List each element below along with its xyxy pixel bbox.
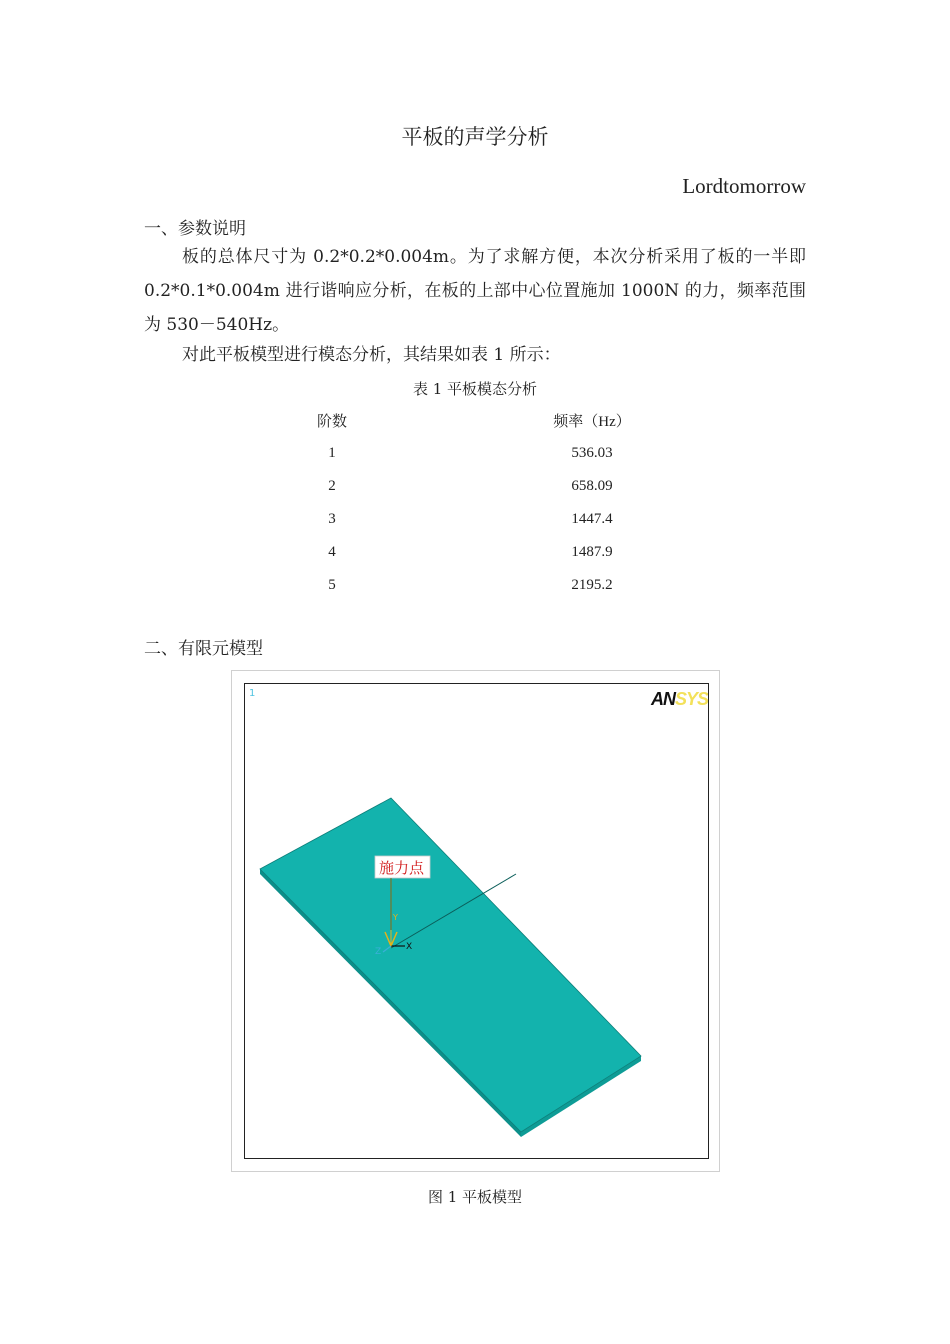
ansys-graphics-window <box>244 683 709 1159</box>
window-number: 1 <box>249 688 256 699</box>
section-heading-parameters: 一、参数说明 <box>144 219 246 239</box>
z-axis-label: Z <box>375 947 382 957</box>
section-heading-fe-model: 二、有限元模型 <box>144 639 263 659</box>
mode-frequency: 2195.2 <box>571 577 613 593</box>
mode-frequency: 536.03 <box>571 445 613 461</box>
table-caption: 表 1 平板模态分析 <box>412 380 538 398</box>
author-name: Lordtomorrow <box>682 174 806 198</box>
y-axis-label: Y <box>393 913 398 922</box>
table-row <box>280 536 652 569</box>
header-order: 阶数 <box>316 414 347 430</box>
plate-model-drawing <box>245 684 708 1158</box>
document-title: 平板的声学分析 <box>401 125 549 149</box>
mode-frequency: 1487.9 <box>571 544 613 560</box>
table-header-row <box>280 404 652 437</box>
mode-frequency: 658.09 <box>571 478 613 494</box>
plate-top-surface <box>260 798 641 1132</box>
table-row <box>280 437 652 470</box>
figure-frame <box>231 670 720 1172</box>
force-point-label: 施力点 <box>379 859 425 877</box>
mode-order: 1 <box>328 445 336 461</box>
parameter-description-paragraph: 板的总体尺寸为 0.2*0.2*0.004m。为了求解方便，本次分析采用了板的一半即 0.2*0.1*0.004m 进行谐响应分析，在板的上部中心位置施加 1000N 的力，频率范围为 530－540Hz。 <box>144 247 806 335</box>
x-axis-label: X <box>406 942 413 952</box>
figure-caption: 图 1 平板模型 <box>427 1188 523 1206</box>
mode-order: 3 <box>328 511 336 527</box>
mode-order: 4 <box>328 544 336 560</box>
table-row <box>280 569 652 602</box>
table-row <box>280 470 652 503</box>
modal-analysis-intro-paragraph: 对此平板模型进行模态分析，其结果如表 1 所示： <box>182 345 561 365</box>
modal-frequency-table <box>280 404 652 602</box>
mode-order: 2 <box>328 478 336 494</box>
table-row <box>280 503 652 536</box>
ansys-logo: ANSYS <box>651 689 708 709</box>
header-frequency: 频率（Hz） <box>553 414 631 430</box>
mode-frequency: 1447.4 <box>571 511 613 527</box>
mode-order: 5 <box>328 577 336 593</box>
